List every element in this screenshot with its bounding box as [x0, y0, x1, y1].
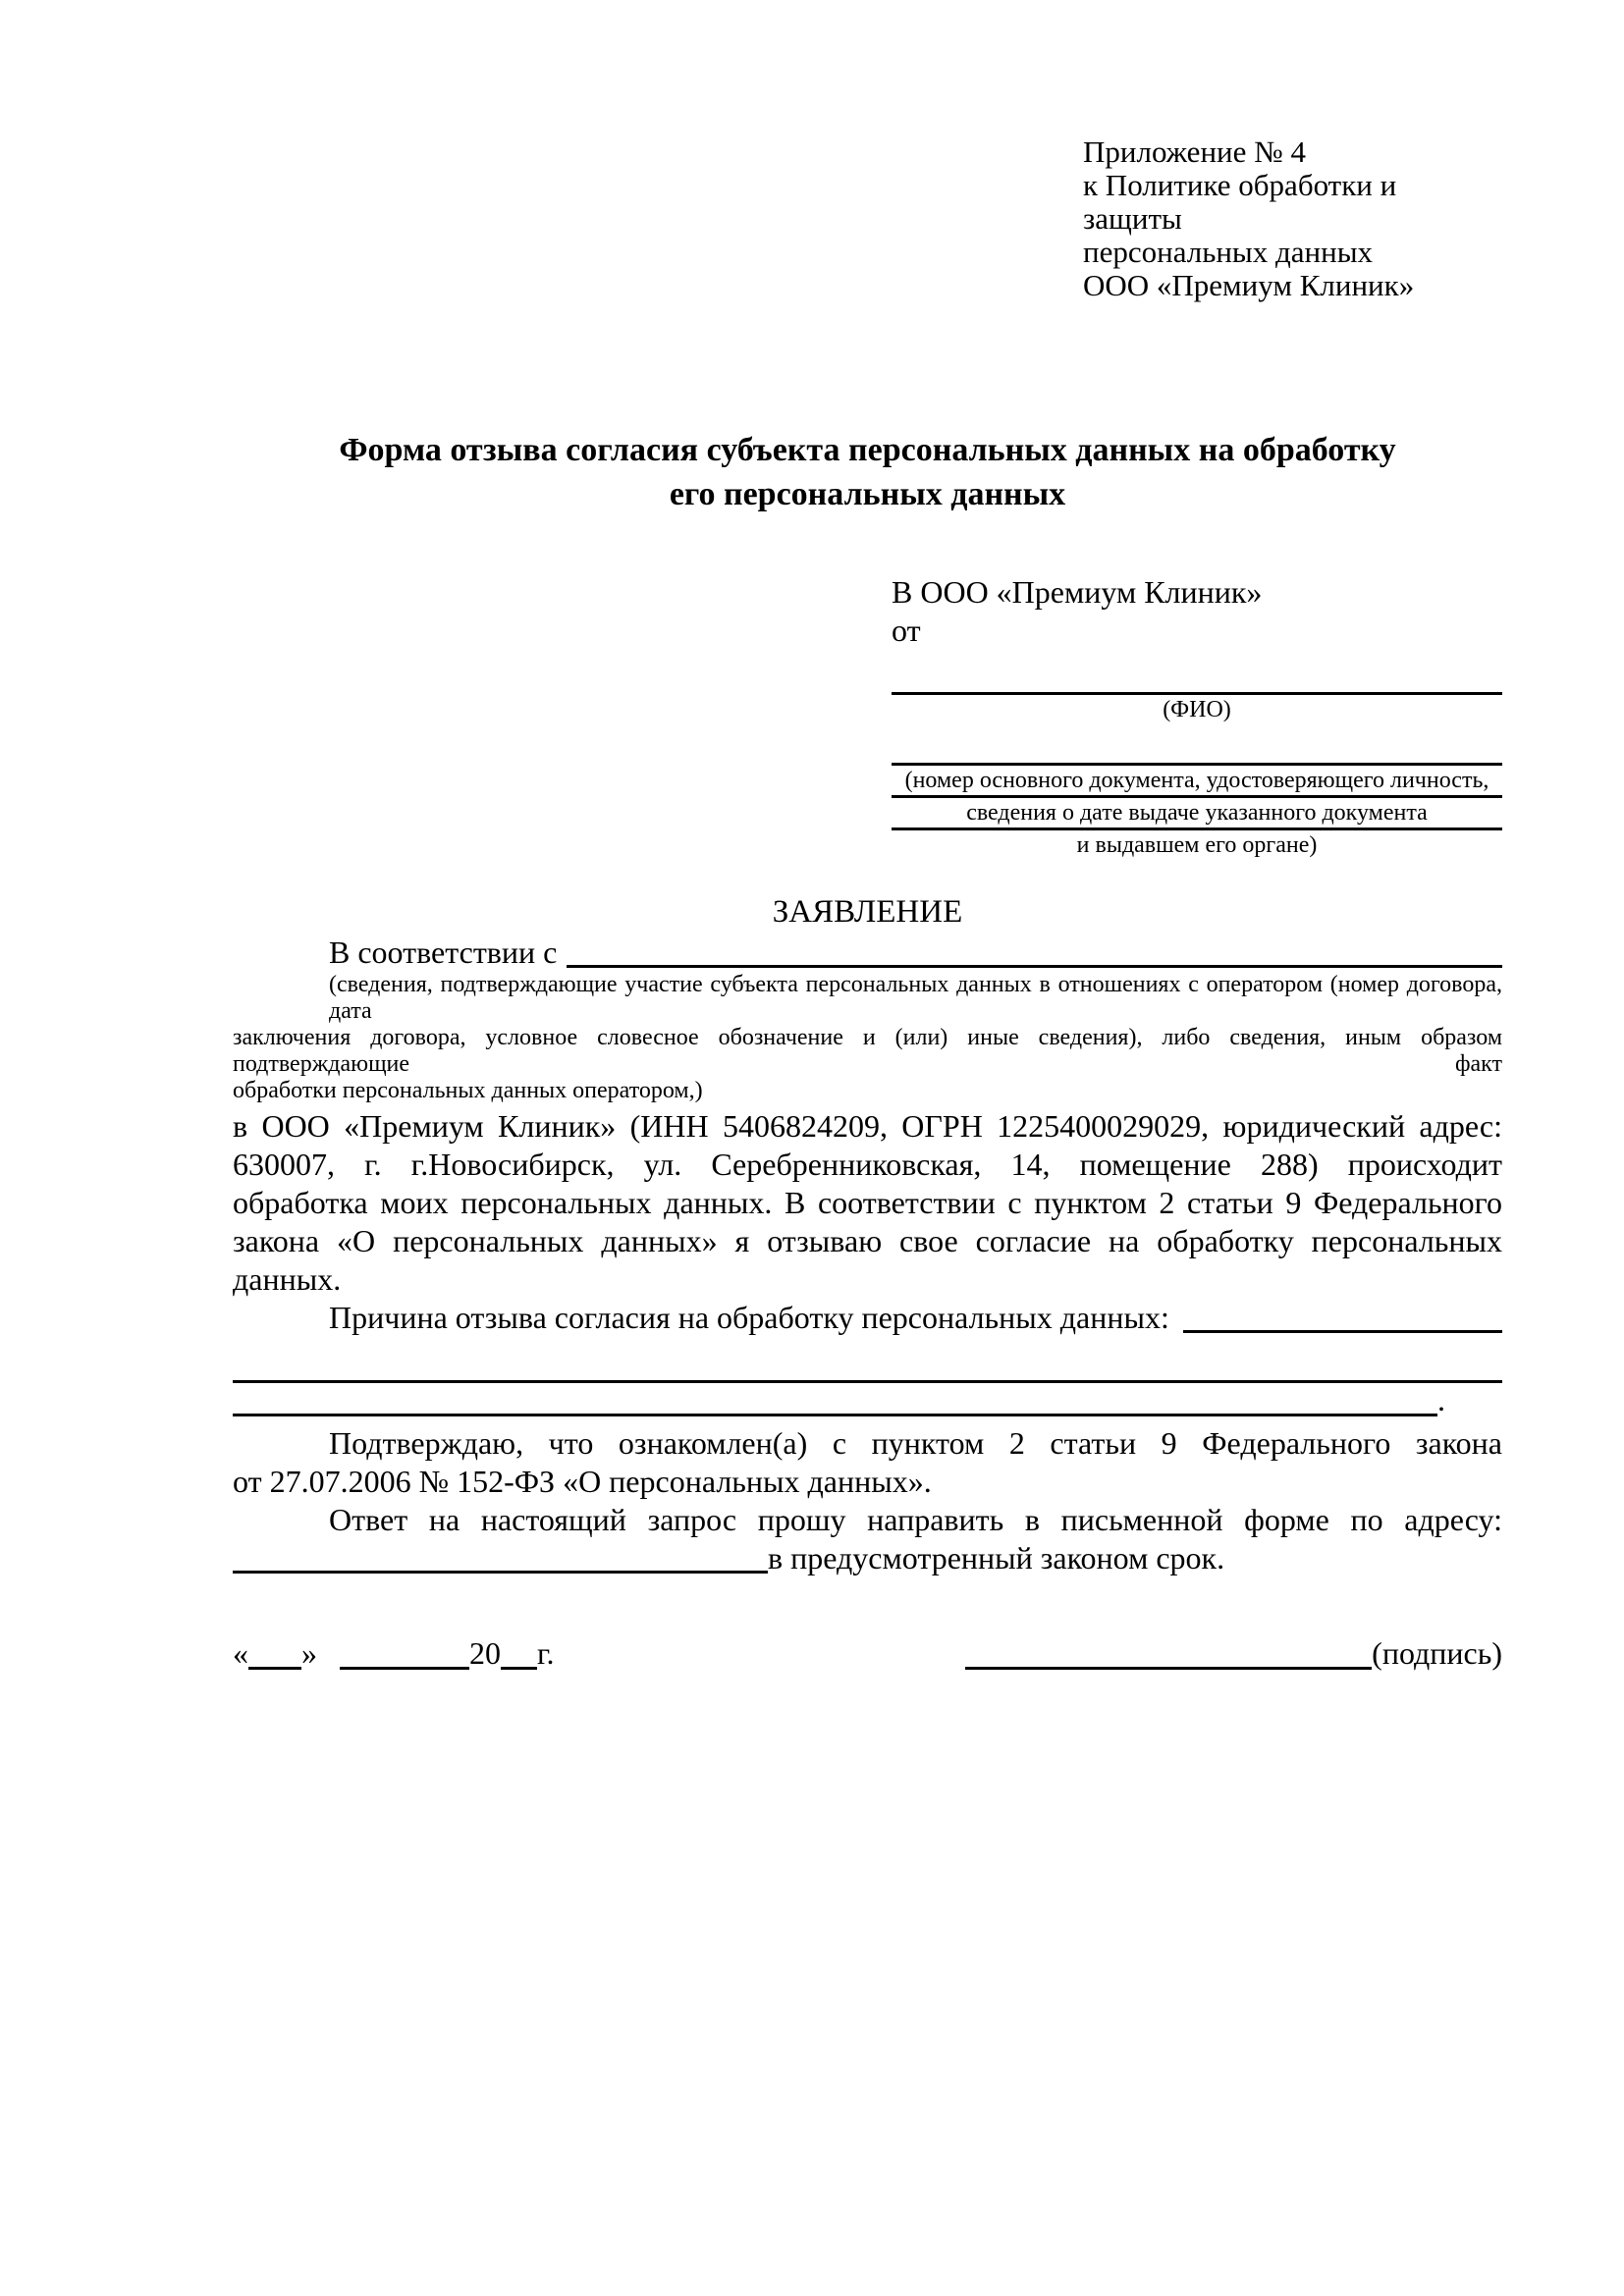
signature-input-line[interactable]: [965, 1658, 1372, 1670]
fio-input-line[interactable]: [892, 650, 1502, 695]
page-content: [233, 135, 1502, 1673]
end-period: .: [1437, 1382, 1445, 1417]
doc-issuer-caption: и выдавшем его органе): [1076, 832, 1318, 858]
address-input-line[interactable]: [233, 1571, 768, 1574]
doc-number-input-line[interactable]: [892, 724, 1502, 766]
statement-body: [233, 1107, 1502, 1299]
doc-date-field: [892, 795, 1502, 828]
addressee-to: В ООО «Премиум Клиник»: [892, 574, 1263, 610]
reason-label: Причина отзыва согласия на обработку персональных данных:: [329, 1300, 1169, 1335]
basis-label: В соответствии с: [329, 934, 558, 970]
reason-input-line-1[interactable]: [1183, 1330, 1502, 1333]
year-suffix: г.: [537, 1635, 555, 1671]
reason-input-line-3[interactable]: [233, 1414, 1437, 1416]
basis-input-line[interactable]: [567, 965, 1502, 968]
signature-group: [965, 1634, 1502, 1673]
appendix-note: [1083, 135, 1502, 302]
footnote-line: заключения договора, условное словесное обозначение и (или) иные сведения), либо сведения, иным образом подтверждающие факт: [233, 1025, 1502, 1077]
reply-tail-text: в предусмотренный законом срок.: [768, 1540, 1225, 1575]
reply-paragraph: [233, 1501, 1502, 1539]
body-line: закона «О персональных данных» я отзываю свое согласие на обработку персональных: [233, 1223, 1502, 1258]
appendix-line: Приложение № 4: [1083, 134, 1306, 169]
date-group: [233, 1634, 555, 1673]
body-line: в ООО «Премиум Клиник» (ИНН 5406824209, ОГРН 1225400029029, юридический адрес:: [233, 1108, 1502, 1144]
appendix-line: ООО «Премиум Клиник»: [1083, 268, 1415, 302]
doc-number-caption: (номер основного документа, удостоверяющего личность,: [904, 768, 1489, 793]
body-line: 630007, г. г.Новосибирск, ул. Серебренниковская, 14, помещение 288) происходит: [233, 1147, 1502, 1182]
fio-caption: (ФИО): [1163, 697, 1231, 722]
form-title-line2: его персональных данных: [669, 476, 1066, 512]
confirm-line: Подтверждаю, что ознакомлен(а) с пунктом 2 статьи 9 Федерального закона: [329, 1425, 1502, 1461]
appendix-line: персональных данных: [1083, 235, 1374, 269]
confirmation-paragraph: [233, 1424, 1502, 1501]
date-signature-row: [233, 1634, 1502, 1673]
signature-caption: (подпись): [1372, 1635, 1502, 1671]
year-input-line[interactable]: [501, 1658, 537, 1670]
date-quote-close: »: [301, 1635, 317, 1671]
reply-address-row: [233, 1539, 1502, 1577]
statement-heading: ЗАЯВЛЕНИЕ: [772, 894, 963, 930]
footnote-line: (сведения, подтверждающие участие субъекта персональных данных в отношениях с оператором (номер договора, дата: [329, 972, 1502, 1024]
appendix-line: к Политике обработки и защиты: [1083, 168, 1397, 236]
date-quote-open: «: [233, 1635, 248, 1671]
month-input-line[interactable]: [340, 1658, 469, 1670]
doc-number-field: [892, 724, 1502, 795]
addressee-block: [892, 573, 1502, 860]
footnote: [233, 972, 1502, 1104]
reason-row: [233, 1299, 1502, 1337]
fio-field: [892, 650, 1502, 724]
basis-row: [233, 934, 1502, 972]
form-title: [233, 428, 1502, 516]
reply-request-line: Ответ на настоящий запрос прошу направить в письменной форме по адресу:: [329, 1502, 1502, 1537]
reason-row-3: [233, 1383, 1502, 1416]
day-input-line[interactable]: [248, 1658, 301, 1670]
doc-issuer-field: [892, 828, 1502, 860]
body-line: данных.: [233, 1261, 342, 1297]
year-prefix: 20: [469, 1635, 501, 1671]
footnote-line: обработки персональных данных оператором,): [233, 1078, 703, 1103]
body-line: обработка моих персональных данных. В соответствии с пунктом 2 статьи 9 Федерального: [233, 1185, 1502, 1220]
confirm-line: от 27.07.2006 № 152-ФЗ «О персональных данных».: [233, 1464, 932, 1499]
addressee-from-label: от: [892, 613, 921, 648]
form-title-line1: Форма отзыва согласия субъекта персональных данных на обработку: [339, 432, 1396, 468]
doc-date-caption: сведения о дате выдаче указанного документа: [966, 800, 1428, 826]
